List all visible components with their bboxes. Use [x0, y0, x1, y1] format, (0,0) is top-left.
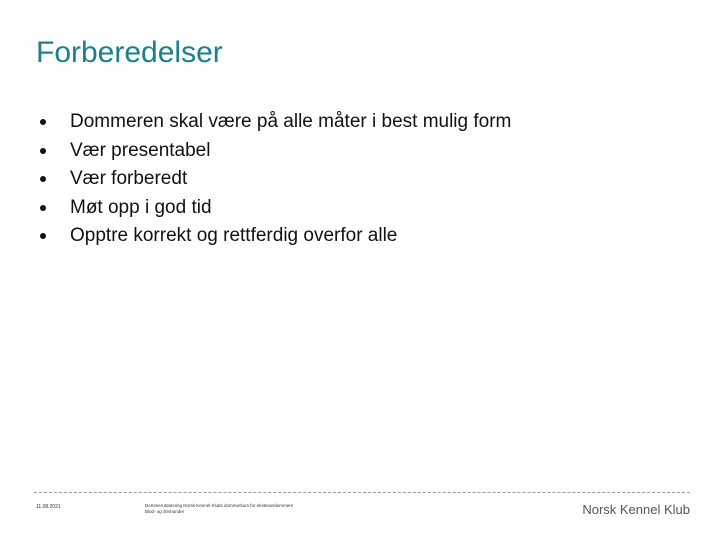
bullet-text: Vær presentabel	[70, 139, 211, 161]
bullet-item	[34, 194, 511, 223]
footer-date: 11.08.2021	[36, 504, 61, 510]
footer-logo: Norsk Kennel Klub	[582, 502, 690, 517]
bullet-dot-icon	[40, 205, 46, 211]
bullet-item	[34, 222, 511, 251]
bullet-text: Møt opp i god tid	[70, 196, 212, 218]
bullet-text: Vær forberedt	[70, 168, 188, 190]
footer-text-line: Blod- og drivhunder	[145, 509, 185, 514]
bullet-text: Opptre korrekt og rettferdig overfor alle	[70, 225, 398, 247]
slide-title: Forberedelser	[36, 36, 223, 69]
bullet-text: Dommeren skal være på alle måter i best mulig form	[70, 111, 512, 133]
bullet-dot-icon	[40, 233, 46, 239]
bullet-item	[34, 165, 511, 194]
footer-text-line: Dommerutdanning Norsk Kennel Klubs dommerkurs for eksteriørdommere	[145, 503, 294, 508]
footer-text	[145, 503, 293, 515]
bullet-dot-icon	[40, 176, 46, 182]
bullet-dot-icon	[40, 119, 46, 125]
bullet-dot-icon	[40, 148, 46, 154]
bullet-item	[34, 137, 511, 166]
bullet-list	[34, 108, 511, 251]
footer-divider	[34, 492, 690, 493]
bullet-item	[34, 108, 511, 137]
